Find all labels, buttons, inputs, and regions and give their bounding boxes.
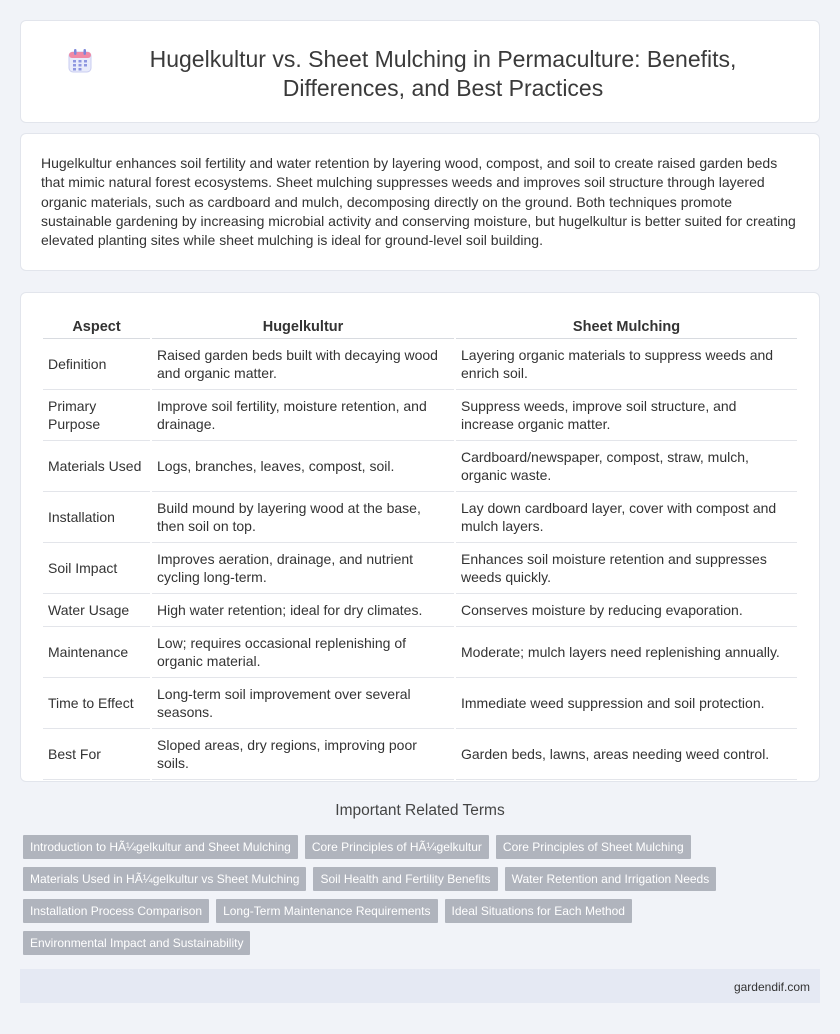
- cell-hugelkultur: Long-term soil improvement over several seasons.: [152, 678, 454, 729]
- cell-hugelkultur: Improve soil fertility, moisture retention, and drainage.: [152, 390, 454, 441]
- cell-aspect: Materials Used: [43, 441, 150, 492]
- title-wrap: [21, 21, 819, 103]
- cell-aspect: Soil Impact: [43, 543, 150, 594]
- cell-aspect: Best For: [43, 729, 150, 780]
- related-term-tag[interactable]: Soil Health and Fertility Benefits: [313, 867, 497, 891]
- cell-sheet-mulching: Layering organic materials to suppress weeds and enrich soil.: [456, 339, 797, 390]
- cell-aspect: Time to Effect: [43, 678, 150, 729]
- header-card: [20, 20, 820, 123]
- cell-hugelkultur: Logs, branches, leaves, compost, soil.: [152, 441, 454, 492]
- related-terms-title: Important Related Terms: [335, 802, 505, 819]
- table-header-row: [43, 313, 797, 339]
- cell-hugelkultur: Build mound by layering wood at the base, then soil on top.: [152, 492, 454, 543]
- cell-hugelkultur: High water retention; ideal for dry climates.: [152, 594, 454, 627]
- related-term-tag[interactable]: Installation Process Comparison: [23, 899, 209, 923]
- cell-sheet-mulching: Cardboard/newspaper, compost, straw, mulch, organic waste.: [456, 441, 797, 492]
- cell-aspect: Water Usage: [43, 594, 150, 627]
- related-term-tag[interactable]: Core Principles of Sheet Mulching: [496, 835, 691, 859]
- cell-sheet-mulching: Suppress weeds, improve soil structure, and increase organic matter.: [456, 390, 797, 441]
- table-row: [43, 339, 797, 390]
- table-row: [43, 729, 797, 780]
- header-aspect: Aspect: [43, 313, 150, 339]
- cell-sheet-mulching: Garden beds, lawns, areas needing weed control.: [456, 729, 797, 780]
- header-sheet-mulching: Sheet Mulching: [456, 313, 797, 339]
- table-row: [43, 594, 797, 627]
- cell-sheet-mulching: Enhances soil moisture retention and suppresses weeds quickly.: [456, 543, 797, 594]
- table-row: [43, 543, 797, 594]
- related-term-tag[interactable]: Long-Term Maintenance Requirements: [216, 899, 437, 923]
- table-row: [43, 492, 797, 543]
- cell-hugelkultur: Raised garden beds built with decaying wood and organic matter.: [152, 339, 454, 390]
- cell-aspect: Definition: [43, 339, 150, 390]
- related-term-tag[interactable]: Environmental Impact and Sustainability: [23, 931, 250, 955]
- comparison-table: [41, 313, 799, 780]
- cell-hugelkultur: Improves aeration, drainage, and nutrient cycling long-term.: [152, 543, 454, 594]
- page-title: Hugelkultur vs. Sheet Mulching in Permaculture: Benefits, Differences, and Best Practices: [149, 46, 737, 101]
- intro-paragraph: Hugelkultur enhances soil fertility and water retention by layering wood, compost, and soil to create raised garden beds that mimic natural forest ecosystems. Sheet mulching suppresses weeds and improves soil structure through layered organic materials, such as cardboard and mulch, decomposing directly on the ground. Both techniques promote sustainable gardening by increasing microbial activity and conserving moisture, but hugelkultur is better suited for creating elevated planting sites while sheet mulching is ideal for ground-level soil building.: [41, 155, 796, 249]
- cell-sheet-mulching: Immediate weed suppression and soil protection.: [456, 678, 797, 729]
- cell-hugelkultur: Sloped areas, dry regions, improving poor soils.: [152, 729, 454, 780]
- footer: [20, 969, 820, 1003]
- table-row: [43, 678, 797, 729]
- cell-hugelkultur: Low; requires occasional replenishing of organic material.: [152, 627, 454, 678]
- cell-aspect: Primary Purpose: [43, 390, 150, 441]
- footer-site-link[interactable]: gardendif.com: [733, 980, 810, 994]
- cell-sheet-mulching: Conserves moisture by reducing evaporation.: [456, 594, 797, 627]
- related-term-tag[interactable]: Core Principles of HÃ¼gelkultur: [305, 835, 489, 859]
- intro-card: [20, 133, 820, 271]
- calendar-icon: [67, 48, 93, 74]
- table-row: [43, 390, 797, 441]
- related-term-tag[interactable]: Water Retention and Irrigation Needs: [505, 867, 717, 891]
- header-hugelkultur: Hugelkultur: [152, 313, 454, 339]
- related-term-tag[interactable]: Materials Used in HÃ¼gelkultur vs Sheet Mulching: [23, 867, 306, 891]
- table-row: [43, 441, 797, 492]
- related-terms-list: [23, 835, 823, 963]
- related-term-tag[interactable]: Introduction to HÃ¼gelkultur and Sheet Mulching: [23, 835, 298, 859]
- cell-aspect: Maintenance: [43, 627, 150, 678]
- related-term-tag[interactable]: Ideal Situations for Each Method: [445, 899, 632, 923]
- cell-sheet-mulching: Moderate; mulch layers need replenishing annually.: [456, 627, 797, 678]
- cell-sheet-mulching: Lay down cardboard layer, cover with compost and mulch layers.: [456, 492, 797, 543]
- comparison-card: [20, 292, 820, 782]
- table-row: [43, 627, 797, 678]
- cell-aspect: Installation: [43, 492, 150, 543]
